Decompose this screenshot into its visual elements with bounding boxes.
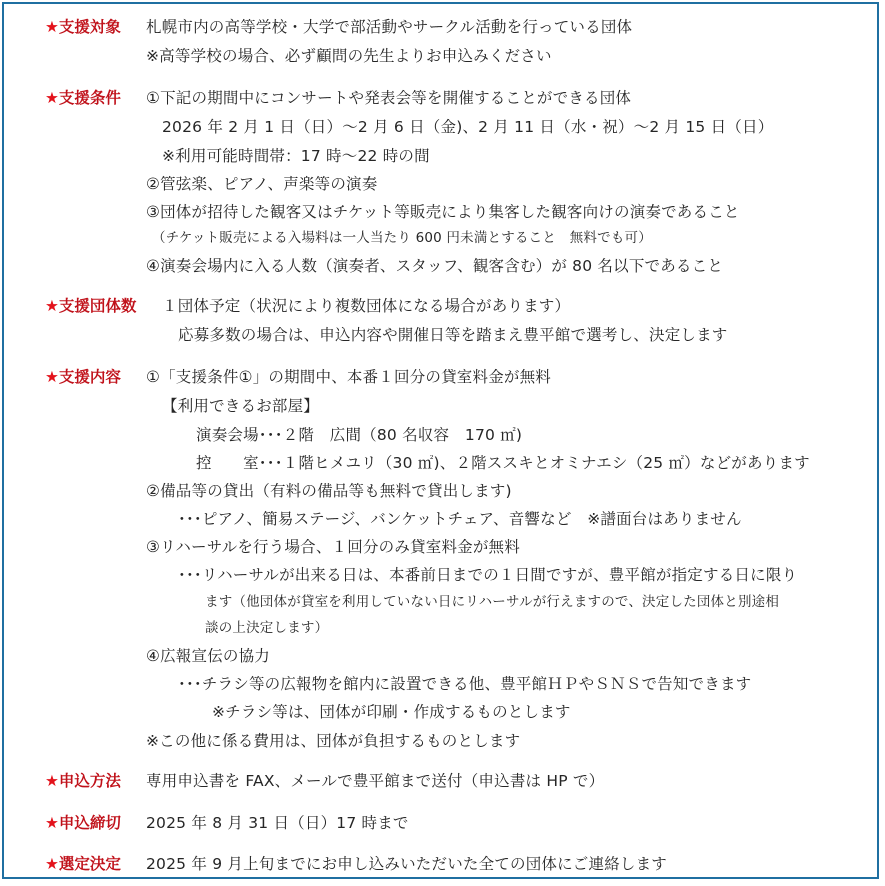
star-icon: ★ [45,368,59,386]
text-line: ①「支援条件①」の期間中、本番１回分の貸室料金が無料 [146,368,551,386]
section-heading-count [45,295,136,317]
text-line: 2025 年 9 月上旬までにお申し込みいただいた全ての団体にご連絡します [146,855,667,873]
text-line: 演奏会場･･･２階 広間（80 名収容 170 ㎡) [196,426,523,444]
text-line: ④演奏会場内に入る人数（演奏者、スタッフ、観客含む）が 80 名以下であること [146,257,724,275]
heading-label: 申込締切 [58,814,121,832]
section-heading-selection [45,853,121,875]
text-line: ③リハーサルを行う場合、１回分のみ貸室料金が無料 [146,538,520,556]
text-line: ･･･チラシ等の広報物を館内に設置できる他、豊平館ＨＰやＳＮＳで告知できます [178,675,752,693]
star-icon: ★ [45,18,59,36]
text-line: ※チラシ等は、団体が印刷・作成するものとします [212,703,571,721]
section-heading-method [45,770,121,792]
heading-label: 支援団体数 [58,297,137,315]
section-heading-content [45,366,121,388]
section-heading-target [45,16,121,38]
text-line: ①下記の期間中にコンサートや発表会等を開催することができる団体 [146,89,632,107]
text-line: 専用申込書を FAX、メールで豊平館まで送付（申込書は HP で） [146,772,605,790]
star-icon: ★ [45,772,59,790]
text-line: ②備品等の貸出（有料の備品等も無料で貸出します) [146,482,512,500]
text-line: （チケット販売による入場料は一人当たり 600 円未満とすること 無料でも可） [152,230,652,246]
heading-label: 支援対象 [58,18,121,36]
text-line: 2025 年 8 月 31 日（日）17 時まで [146,814,409,832]
text-line: ※高等学校の場合、必ず顧問の先生よりお申込みください [146,47,552,65]
text-line: ④広報宣伝の協力 [146,647,270,665]
text-line: ※利用可能時間帯：17 時～22 時の間 [162,147,430,165]
heading-label: 選定決定 [58,855,121,873]
text-line: １団体予定（状況により複数団体になる場合があります） [162,297,571,315]
star-icon: ★ [45,89,59,107]
text-line: ③団体が招待した観客又はチケット等販売により集客した観客向けの演奏であること [146,203,740,221]
heading-label: 支援内容 [58,368,121,386]
text-line: 札幌市内の高等学校・大学で部活動やサークル活動を行っている団体 [146,18,633,36]
star-icon: ★ [45,855,59,873]
text-line: ます（他団体が貸室を利用していない日にリハーサルが行えますので、決定した団体と別途相 [205,594,780,610]
text-line: ②管弦楽、ピアノ、声楽等の演奏 [146,175,378,193]
star-icon: ★ [45,814,59,832]
text-line: 応募多数の場合は、申込内容や開催日等を踏まえ豊平館で選考し、決定します [178,326,728,344]
text-line: 2026 年 2 月 1 日（日）～2 月 6 日（金)、2 月 11 日（水・祝）～2 月 15 日（日） [162,118,774,136]
text-line: 【利用できるお部屋】 [162,397,320,415]
text-line: ※この他に係る費用は、団体が負担するものとします [146,732,521,750]
section-heading-conditions [45,87,121,109]
heading-label: 支援条件 [58,89,121,107]
text-line: ･･･リハーサルが出来る日は、本番前日までの１日間ですが、豊平館が指定する日に限り [178,566,798,584]
heading-label: 申込方法 [58,772,121,790]
text-line: 談の上決定します） [205,620,329,636]
section-heading-deadline [45,812,121,834]
star-icon: ★ [45,297,59,315]
text-line: 控 室･･･１階ヒメユリ（30 ㎡)、２階ススキとオミナエシ（25 ㎡）などがあります [196,454,810,472]
text-line: ･･･ピアノ、簡易ステージ、バンケットチェア、音響など ※譜面台はありません [178,510,742,528]
